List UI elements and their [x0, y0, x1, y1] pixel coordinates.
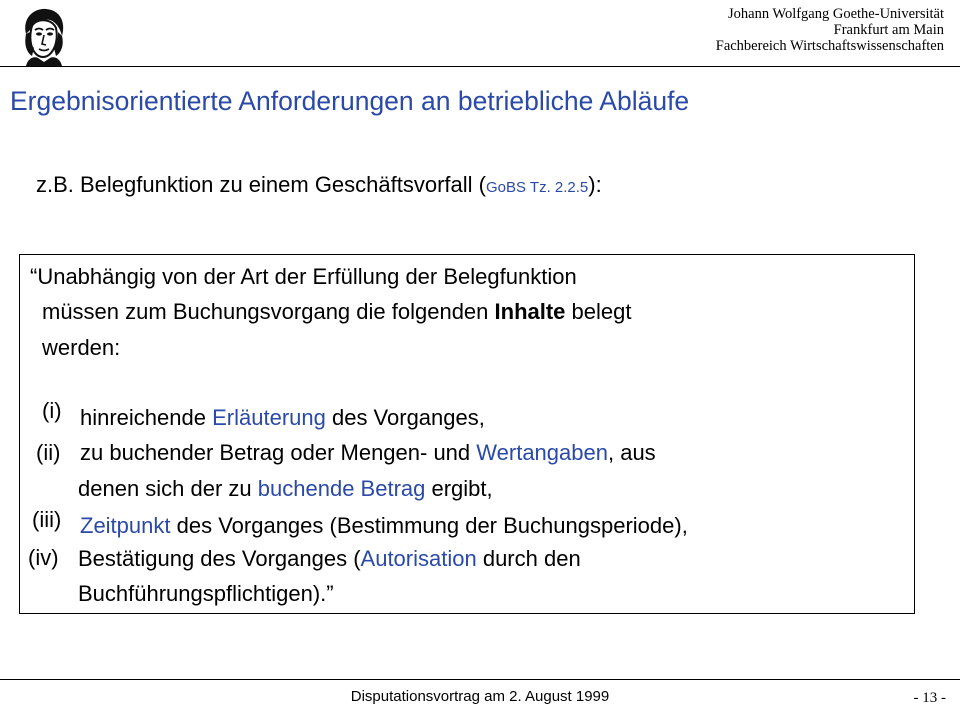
header-divider — [0, 66, 960, 67]
item2-continuation — [78, 476, 493, 502]
page-number: - 13 - — [913, 690, 946, 706]
university-city: Frankfurt am Main — [833, 22, 944, 38]
item2-b: , aus — [607, 440, 656, 465]
item1-b: des Vorganges, — [325, 405, 485, 430]
quote-intro-line2-a: müssen zum Buchungsvorgang die folgenden — [42, 299, 495, 324]
item2-marker: (ii) — [36, 440, 61, 465]
quote-intro-bold: Inhalte — [494, 299, 566, 324]
university-header — [716, 6, 944, 54]
item2-blue: Wertangaben — [476, 440, 608, 465]
item2-cont-a: denen sich der zu — [78, 476, 258, 501]
item1-a: hinreichende — [80, 405, 213, 430]
subtitle-end: ): — [588, 172, 602, 197]
item3-blue: Zeitpunkt — [80, 513, 171, 538]
quote-intro-line2-b: belegt — [565, 299, 632, 324]
subtitle-reference: GoBS Tz. 2.2.5 — [486, 179, 589, 196]
goethe-portrait-logo-icon — [12, 4, 74, 66]
item4-marker: (iv) — [28, 545, 59, 570]
footer-divider — [0, 679, 960, 680]
item4-text — [78, 546, 581, 572]
quote-intro-line1: “Unabhängig von der Art der Erfüllung der Belegfunktion — [30, 264, 577, 289]
quote-intro-line3: werden: — [42, 335, 121, 360]
quote-intro-line2 — [42, 299, 631, 325]
item3-text — [80, 513, 688, 539]
item2-text — [80, 440, 656, 466]
item2-cont-blue: buchende Betrag — [257, 476, 426, 501]
university-department: Fachbereich Wirtschaftswissenschaften — [715, 38, 944, 54]
slide-title: Ergebnisorientierte Anforderungen an betriebliche Abläufe — [10, 86, 690, 116]
item1-text — [80, 405, 485, 431]
item3-marker: (iii) — [32, 507, 62, 532]
item4-blue: Autorisation — [360, 546, 477, 571]
item1-blue: Erläuterung — [212, 405, 326, 430]
item1-marker: (i) — [42, 398, 62, 423]
item2-cont-b: ergibt, — [425, 476, 493, 501]
university-name: Johann Wolfgang Goethe-Universität — [727, 6, 944, 22]
item3-b: des Vorganges (Bestimmung der Buchungsperiode), — [170, 513, 688, 538]
slide-subtitle — [36, 172, 602, 198]
item2-a: zu buchender Betrag oder Mengen- und — [80, 440, 477, 465]
subtitle-main: z.B. Belegfunktion zu einem Geschäftsvorfall ( — [36, 172, 486, 197]
item4-b: durch den — [476, 546, 581, 571]
item4-continuation: Buchführungspflichtigen).” — [78, 581, 334, 606]
item4-a: Bestätigung des Vorganges ( — [78, 546, 361, 571]
footer-text: Disputationsvortrag am 2. August 1999 — [350, 688, 610, 705]
